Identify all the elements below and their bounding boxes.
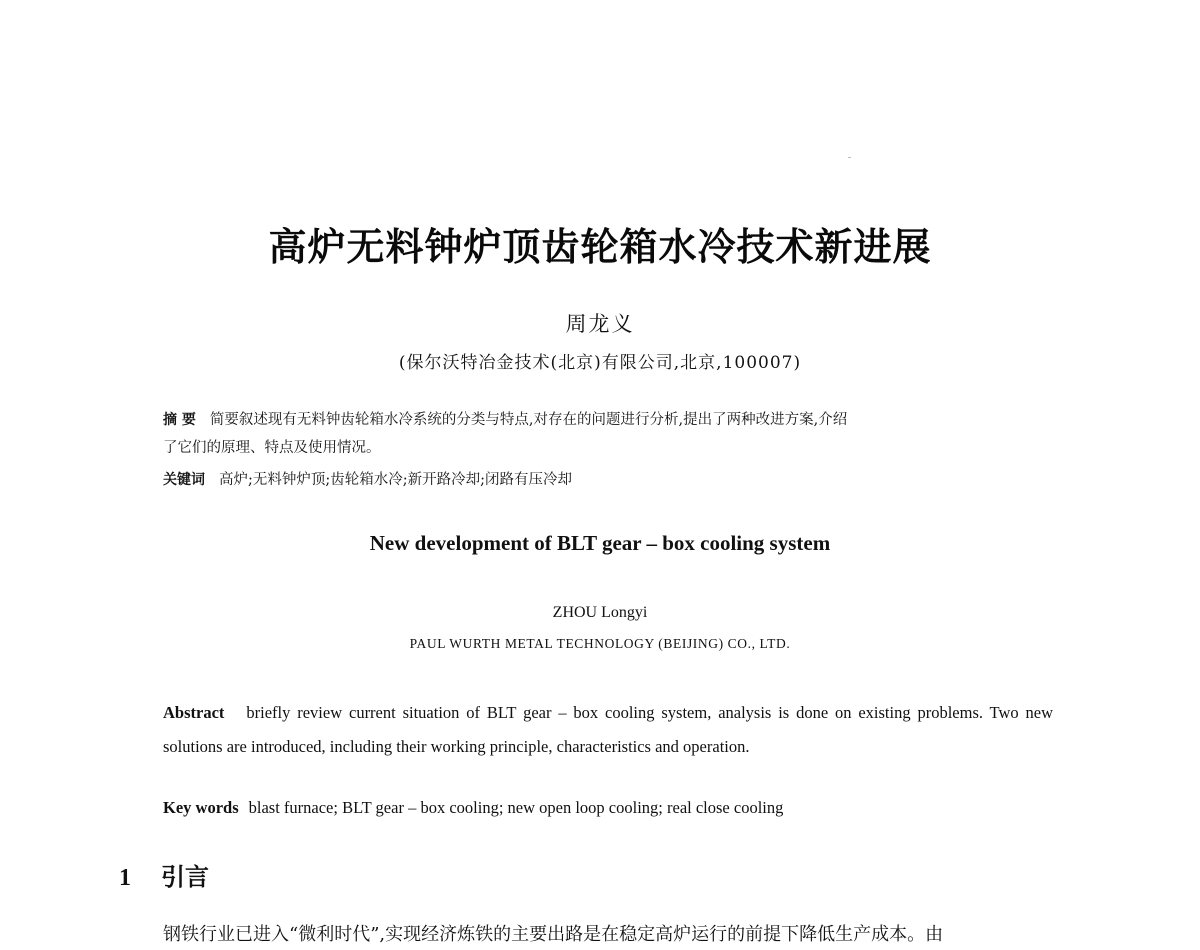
scan-speck [848, 157, 851, 158]
abstract-cn-label: 摘 要 [163, 412, 196, 428]
abstract-en [163, 696, 1053, 764]
abstract-cn [163, 406, 1063, 462]
keywords-en-label: Key words [163, 798, 239, 817]
keywords-cn-text: 高炉;无料钟炉顶;齿轮箱水冷;新开路冷却;闭路有压冷却 [219, 472, 573, 488]
author-name-cn: 周龙义 [565, 312, 635, 336]
keywords-en [163, 794, 1053, 822]
keywords-cn [163, 466, 1063, 494]
body-paragraph-line: 钢铁行业已进入“微利时代”,实现经济炼铁的主要出路是在稳定高炉运行的前提下降低生产成本。由 [163, 924, 944, 945]
paper-title-en: New development of BLT gear – box cooling system [369, 531, 831, 555]
keywords-en-text: blast furnace; BLT gear – box cooling; new open loop cooling; real close cooling [248, 798, 784, 817]
abstract-en-label: Abstract [163, 703, 225, 722]
author-name-en: ZHOU Longyi [552, 604, 648, 621]
section-title: 引言 [161, 863, 209, 891]
abstract-en-text: briefly review current situation of BLT gear – box cooling system, analysis is done on existing problems. Two new solutions are introduced, including their working principle, characteristics and operation. [163, 703, 1053, 756]
affiliation-en: PAUL WURTH METAL TECHNOLOGY (BEIJING) CO., LTD. [409, 636, 791, 651]
affiliation-cn: (保尔沃特冶金技术(北京)有限公司,北京,100007) [398, 353, 802, 373]
abstract-cn-line-2: 了它们的原理、特点及使用情况。 [163, 440, 381, 456]
paper-title: 高炉无料钟炉顶齿轮箱水冷技术新进展 [268, 225, 932, 269]
section-number: 1 [119, 865, 131, 891]
abstract-cn-line-1 [163, 406, 1063, 434]
keywords-cn-label: 关键词 [163, 472, 205, 488]
section-heading-introduction [119, 857, 209, 892]
abstract-cn-text-1: 简要叙述现有无料钟齿轮箱水冷系统的分类与特点,对存在的问题进行分析,提出了两种改进方案,介绍 [209, 412, 848, 428]
